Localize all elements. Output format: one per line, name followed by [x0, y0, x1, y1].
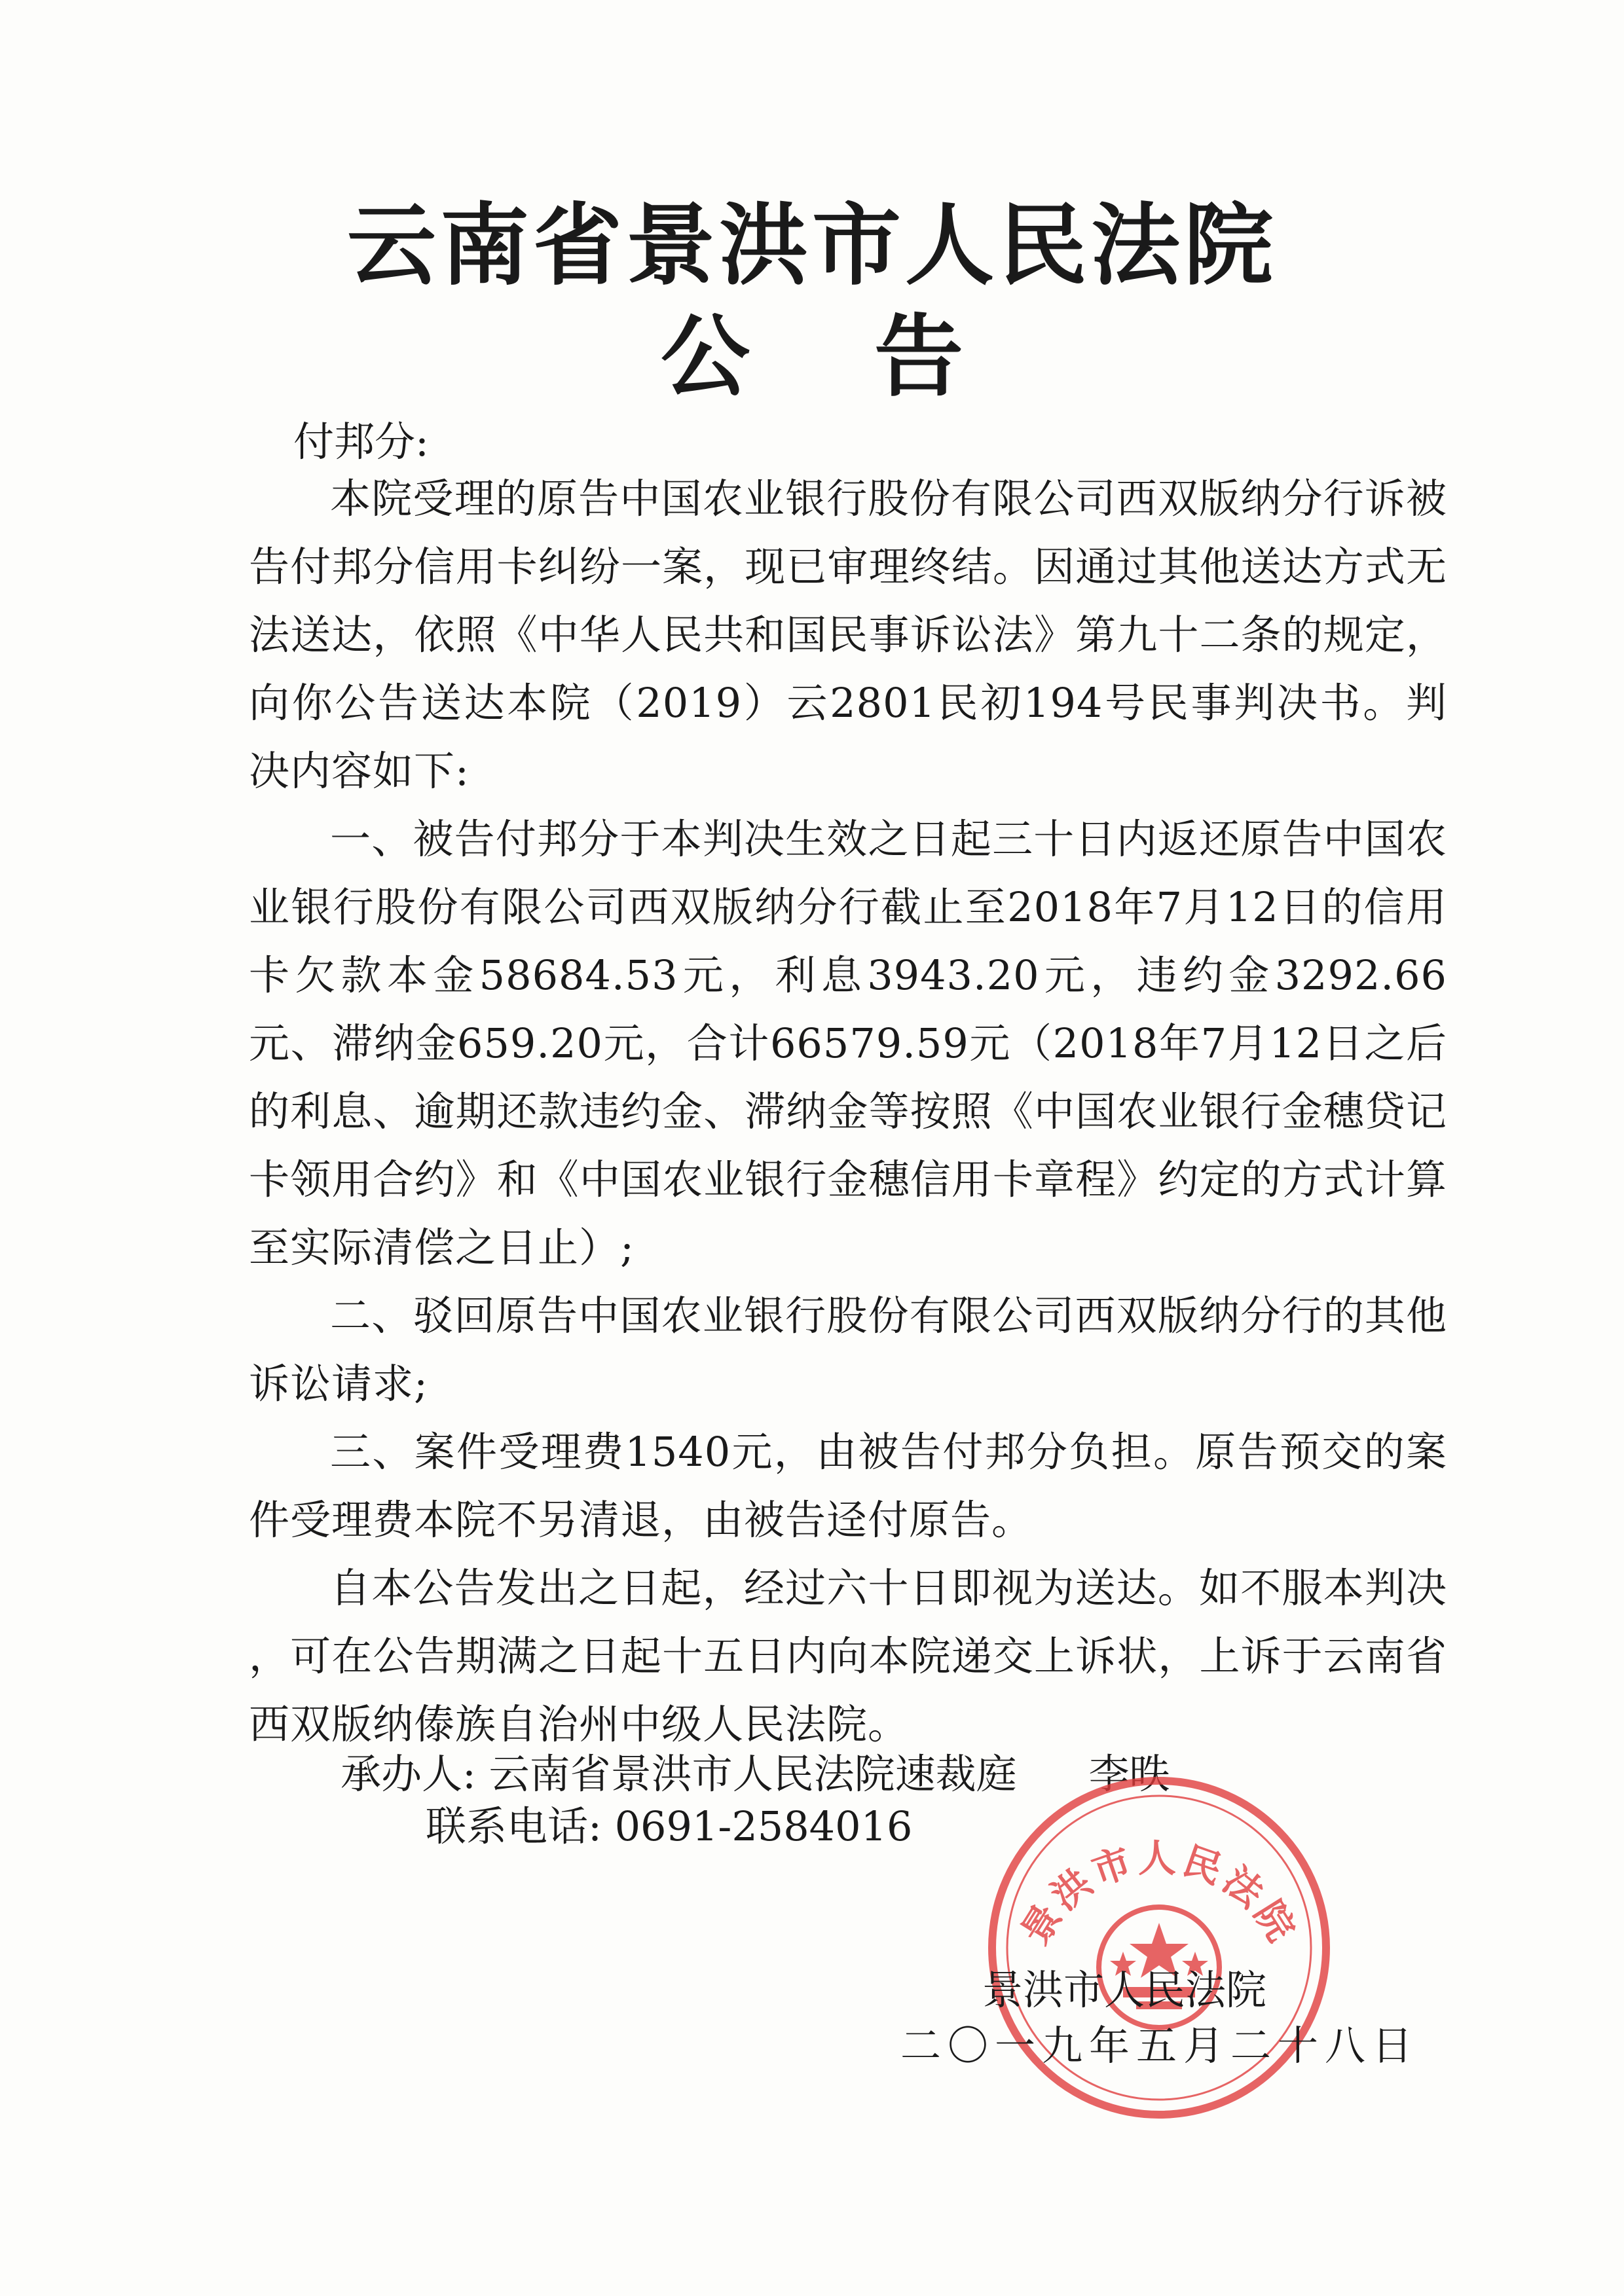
paragraph-intro: 本院受理的原告中国农业银行股份有限公司西双版纳分行诉被告付邦分信用卡纠纷一案，现已审理终结。因通过其他送达方式无法送达，依照《中华人民共和国民事诉讼法》第九十二条的规定，向你公告送达本院（2019）云2801民初194号民事判决书。判决内容如下:	[249, 475, 1447, 795]
addressee: 付邦分:	[293, 418, 429, 465]
phone-line: 联系电话: 0691-2584016	[426, 1802, 913, 1850]
paragraph-appeal: 自本公告发出之日起，经过六十日即视为送达。如不服本判决 ，可在公告期满之日起十五日内向本院递交上诉状，上诉于云南省西双版纳傣族自治州中级人民法院。	[249, 1564, 1447, 1748]
paragraph-judgment-1: 一、被告付邦分于本判决生效之日起三十日内返还原告中国农业银行股份有限公司西双版纳分行截止至2018年7月12日的信用卡欠款本金58684.53元，利息3943.20元，违约金3292.66元、滞纳金659.20元，合计66579.59元（2018年7月12日之后的利息、逾期还款违约金、滞纳金等按照《中国农业银行金穗贷记卡领用合约》和《中国农业银行金穗信用卡章程》约定的方式计算至实际清偿之日止）;	[249, 815, 1447, 1271]
paragraph-judgment-2: 二、驳回原告中国农业银行股份有限公司西双版纳分行的其他诉讼请求;	[249, 1292, 1447, 1408]
handler-label: 承办人: 云南省景洪市人民法院速裁庭	[341, 1750, 1017, 1798]
issue-date: 二〇一九年五月二十八日	[900, 2022, 1420, 2069]
court-signature: 景洪市人民法院	[982, 1966, 1267, 2014]
paragraph-judgment-3: 三、案件受理费1540元，由被告付邦分负担。原告预交的案件受理费本院不另清退，由被告迳付原告。	[249, 1428, 1447, 1544]
svg-text:景洪市人民法院: 景洪市人民法院	[1012, 1836, 1306, 1952]
notice-body	[249, 465, 1447, 1758]
court-title: 云南省景洪市人民法院	[347, 193, 1277, 298]
handler-name: 李昳	[1088, 1750, 1170, 1798]
document-title: 公告	[661, 304, 1088, 409]
